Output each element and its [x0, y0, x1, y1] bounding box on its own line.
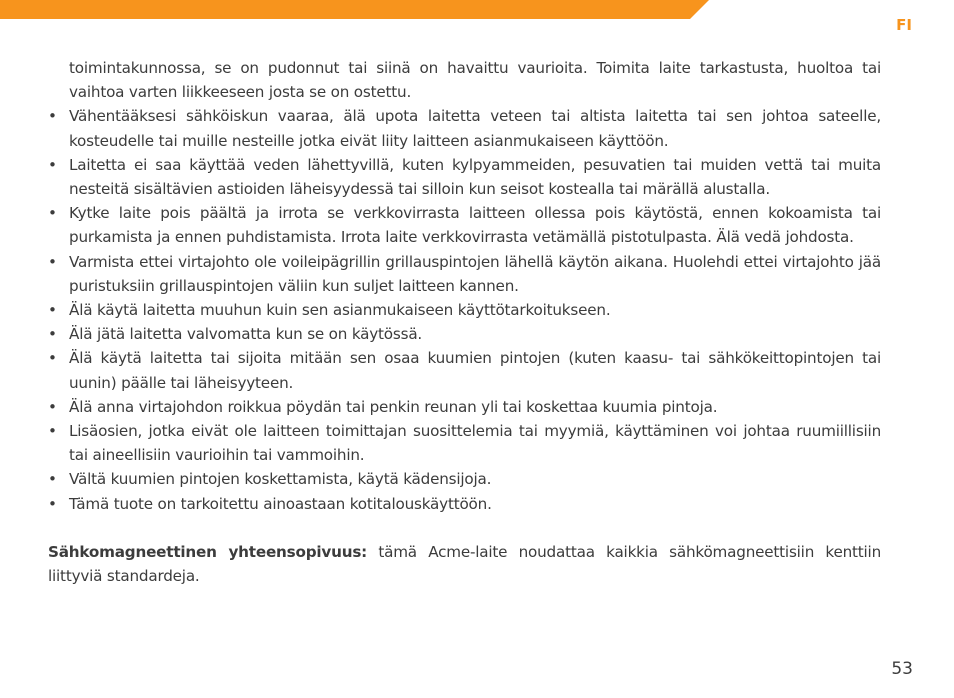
list-item	[48, 104, 881, 152]
list-item	[48, 346, 881, 394]
page-body	[48, 56, 881, 603]
list-item-text: Älä jätä laitetta valvomatta kun se on käytössä.	[69, 325, 423, 344]
bullet-icon: •	[48, 252, 57, 271]
list-item-text: Vältä kuumien pintojen koskettamista, käytä kädensijoja.	[69, 470, 492, 489]
bullet-icon: •	[48, 204, 57, 223]
bullet-icon: •	[48, 397, 57, 416]
list-item-text: Älä käytä laitetta muuhun kuin sen asianmukaiseen käyttötarkoitukseen.	[69, 301, 611, 320]
accent-bar-shape	[0, 0, 954, 19]
list-item-text: Vähentääksesi sähköiskun vaaraa, älä upota laitetta veteen tai altista laitetta tai sen johtoa sateelle, kosteudelle tai muille nesteille jotka eivät liity laitteen asianmukaiseen käyttöön.	[69, 107, 881, 150]
list-item	[48, 298, 881, 322]
bullet-icon: •	[48, 301, 57, 320]
list-item	[48, 201, 881, 249]
bullet-icon: •	[48, 470, 57, 489]
list-item	[48, 467, 881, 491]
bullet-icon: •	[48, 155, 57, 174]
list-item	[48, 395, 881, 419]
list-item	[48, 250, 881, 298]
list-item-text: Älä anna virtajohdon roikkua pöydän tai penkin reunan yli tai koskettaa kuumia pintoja.	[69, 397, 718, 416]
page-number: 53	[891, 659, 913, 679]
bullet-icon: •	[48, 349, 57, 368]
header-accent-bar	[0, 0, 954, 19]
language-label: FI	[896, 16, 912, 34]
bullet-icon: •	[48, 422, 57, 441]
safety-list	[48, 104, 881, 515]
list-item	[48, 419, 881, 467]
list-item-text: Lisäosien, jotka eivät ole laitteen toimittajan suosittelemia tai myymiä, käyttäminen voi johtaa ruumiillisiin tai aineellisiin vaurioihin tai vammoihin.	[69, 422, 881, 465]
emc-paragraph	[48, 540, 881, 588]
list-item-text: Tämä tuote on tarkoitettu ainoastaan kotitalouskäyttöön.	[69, 494, 492, 513]
emc-heading: Sähkomagneettinen yhteensopivuus:	[48, 542, 368, 561]
emc-text: tämä Acme-laite noudattaa kaikkia sähkömagneettisiin kenttiin liittyviä standardeja.	[48, 542, 881, 586]
bullet-icon: •	[48, 325, 57, 344]
continuation-paragraph: toimintakunnossa, se on pudonnut tai siinä on havaittu vaurioita. Toimita laite tarkastusta, huoltoa tai vaihtoa varten liikkeeseen josta se on ostettu.	[69, 59, 881, 102]
list-item-text: Varmista ettei virtajohto ole voileipägrillin grillauspintojen lähellä käytön aikana. Huolehdi ettei virtajohto jää puristuksiin grillauspintojen väliin kun suljet laitteen kannen.	[69, 252, 881, 295]
list-item	[48, 153, 881, 201]
bullet-icon: •	[48, 107, 57, 126]
bullet-icon: •	[48, 494, 57, 513]
list-item	[48, 322, 881, 346]
list-item	[48, 492, 881, 516]
list-item-text: Kytke laite pois päältä ja irrota se verkkovirrasta laitteen ollessa pois käytöstä, ennen kokoamista tai purkamista ja ennen puhdistamista. Irrota laite verkkovirrasta vetämällä pistotulpasta. Älä vedä johdosta.	[69, 204, 881, 247]
list-item-text: Laitetta ei saa käyttää veden lähettyvillä, kuten kylpyammeiden, pesuvatien tai muiden vettä tai muita nesteitä sisältävien astioiden läheisyydessä tai silloin kun seisot kostealla tai märällä alustalla.	[69, 155, 881, 199]
list-item-text: Älä käytä laitetta tai sijoita mitään sen osaa kuumien pintojen (kuten kaasu- tai sähkökeittopintojen tai uunin) päälle tai läheisyyteen.	[69, 349, 881, 392]
